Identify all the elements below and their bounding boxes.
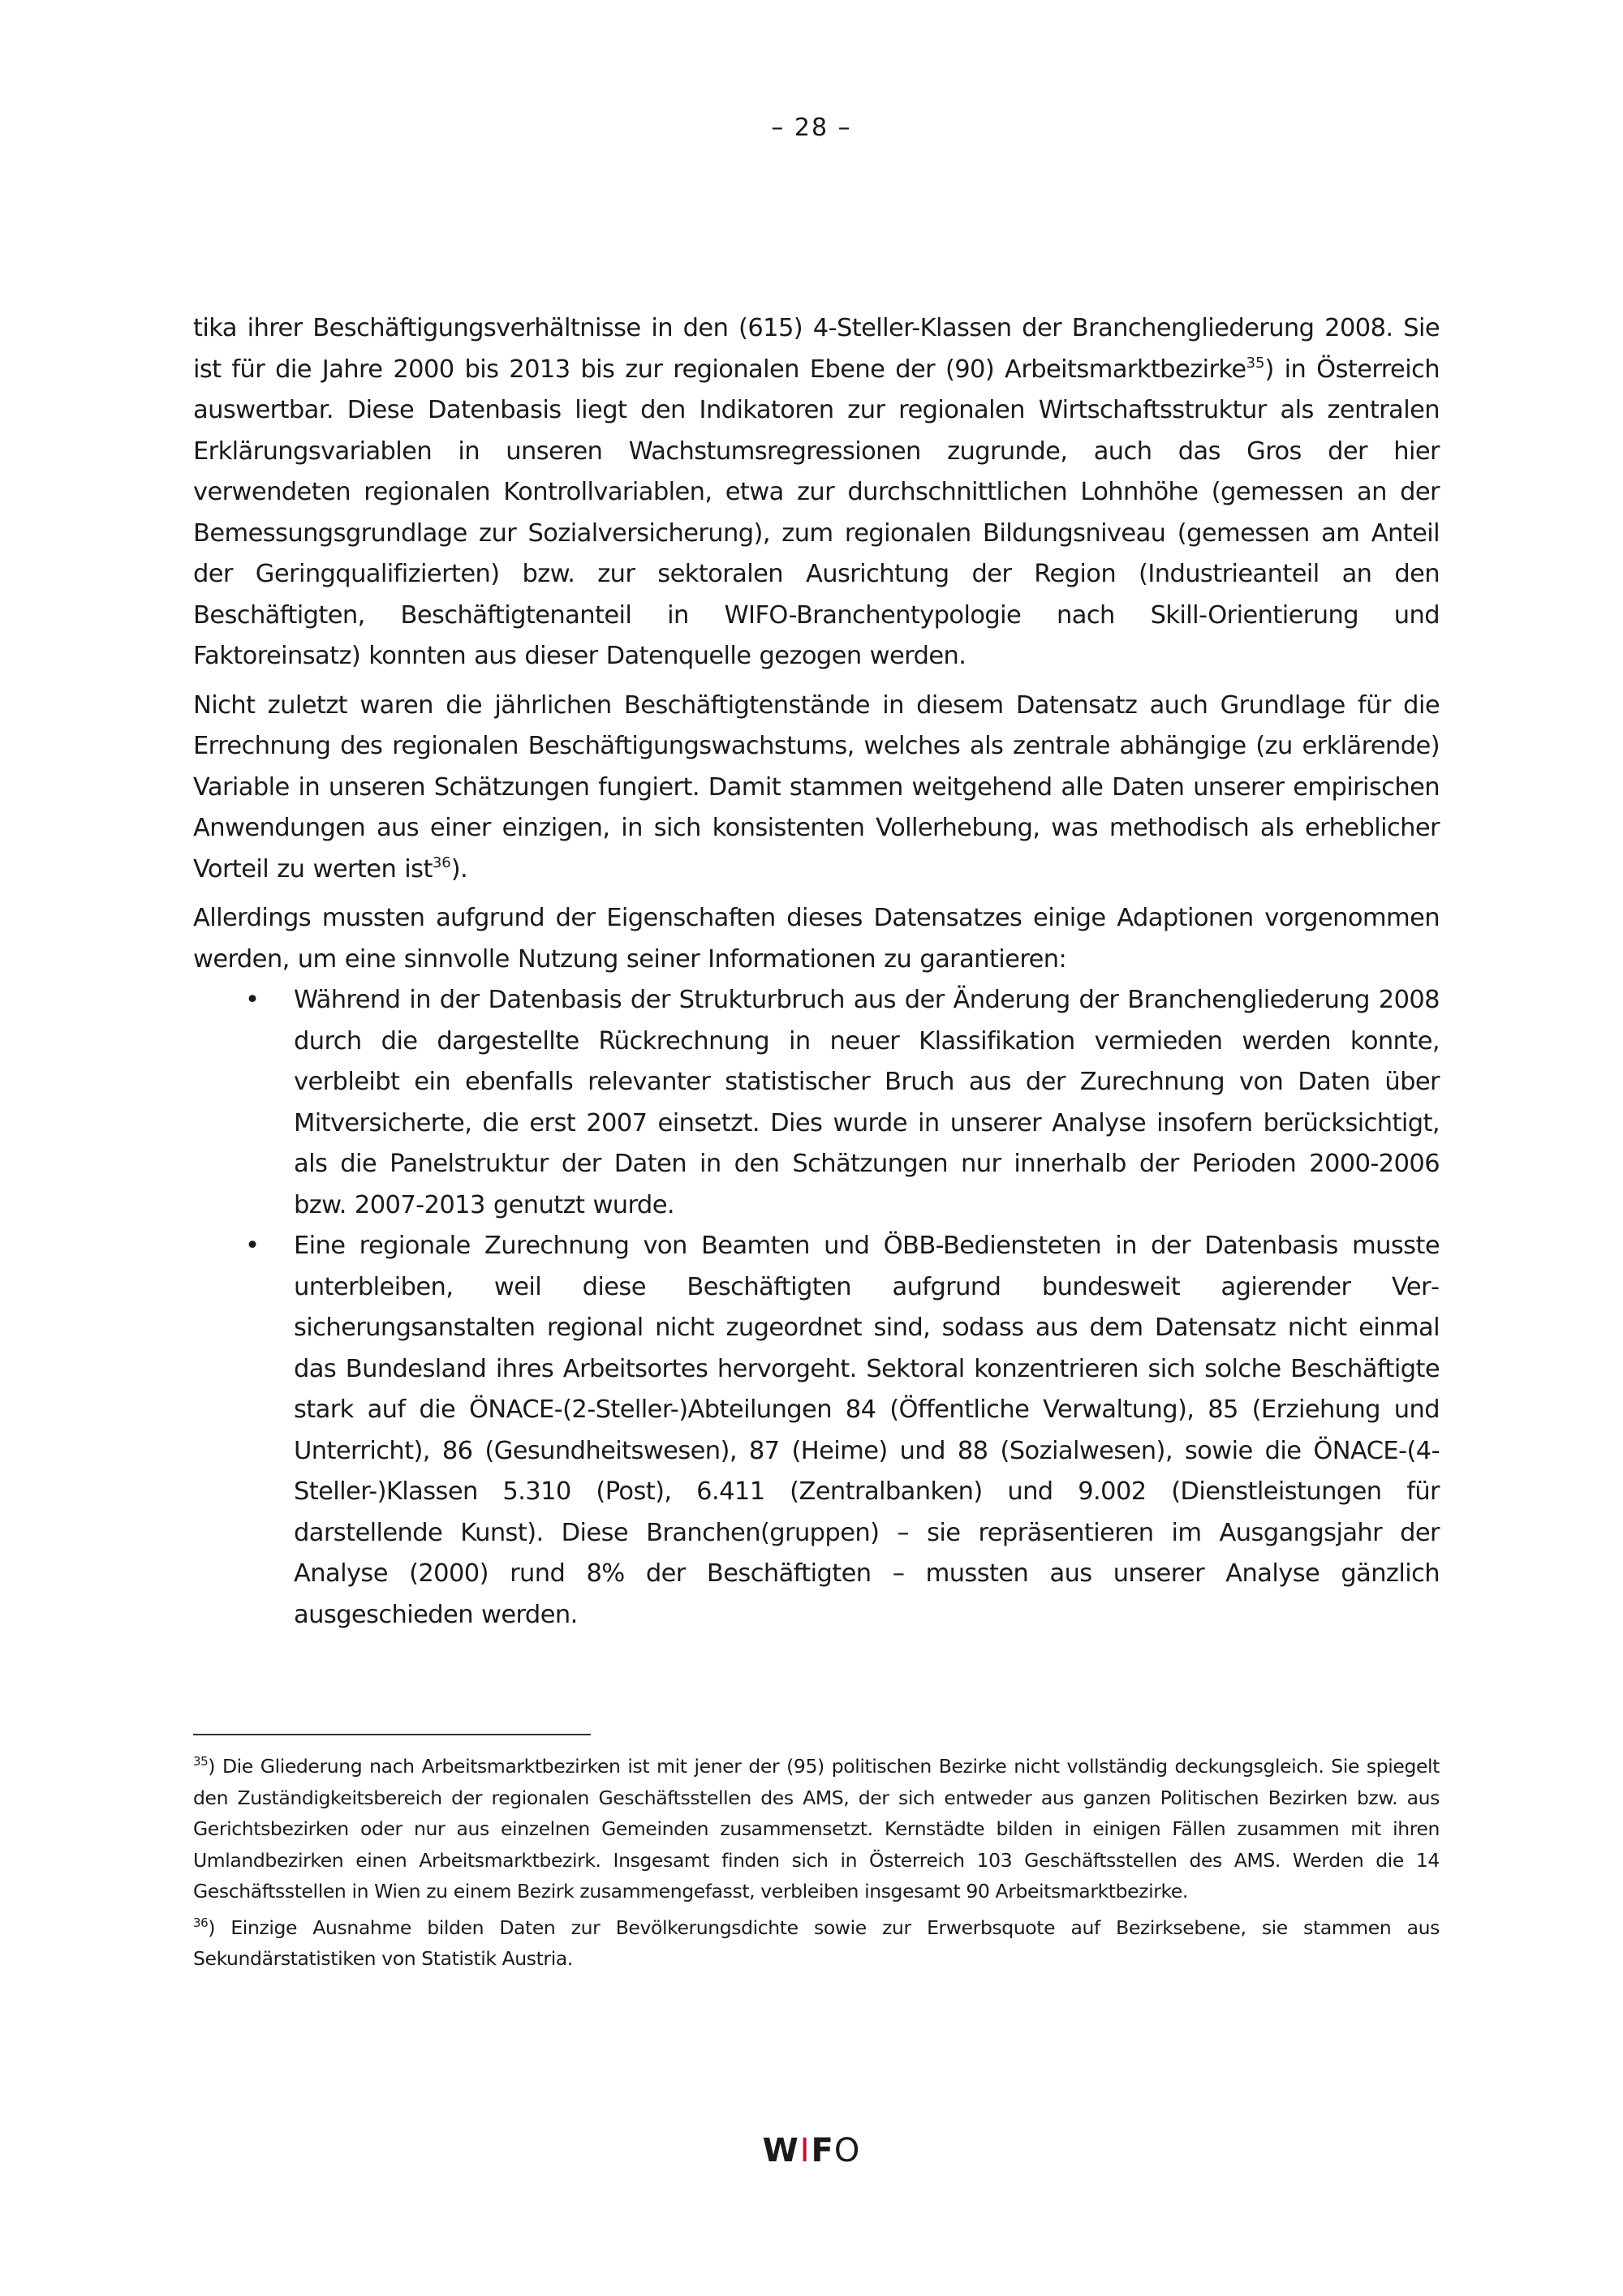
footnote-text: ) Einzige Ausnahme bilden Daten zur Bevölkerungsdichte sowie zur Erwerbsquote auf Bezirksebene, sie stammen aus Sekundärstatistiken von Statistik Austria. [193,1915,1440,1970]
bullet-list [193,980,1440,1636]
footnote-36 [193,1912,1440,1975]
logo-letter-f: F [811,2132,834,2169]
bullet-item [193,980,1440,1226]
bullet-item [193,1226,1440,1636]
bullet-icon: • [245,986,260,1014]
paragraph-1-text-b: ) in Österreich auswertbar. Diese Datenbasis liegt den Indikatoren zur regionalen Wirtschaftsstruktur als zentralen Erklärungsvariablen in unseren Wachstumsregressionen zugrunde, auch das Gros der hier verwendeten regionalen Kontrollvariablen, etwa zur durchschnittlichen Lohnhöhe (gemessen an der Bemessungsgrundlage zur Sozialversicherung), zum regionalen Bildungsniveau (gemessen am Anteil der Geringqualifizierten) bzw. zur sektoralen Ausrichtung der Region (Industrieanteil an den Beschäftigten, Beschäftigtenanteil in WIFO-Branchentypologie nach Skill-Orientierung und Faktoreinsatz) konnten aus dieser Datenquelle gezogen werden. [193,355,1440,670]
logo-letter-o: O [833,2132,861,2169]
logo-letter-w: W [762,2132,799,2169]
footnote-mark: 36 [193,1915,209,1930]
footnote-ref-35[interactable]: 35 [1246,354,1265,372]
footnote-mark: 35 [193,1754,209,1769]
paragraph-1 [193,308,1440,677]
main-text [193,308,1440,1636]
footnote-35 [193,1751,1440,1907]
paragraph-1-text-a: tika ihrer Beschäftigungsverhältnisse in den (615) 4-Steller-Klassen der Branchengliederung 2008. Sie ist für die Jahre 2000 bis 2013 bis zur regionalen Ebene der (90) Arbeitsmarktbezirke [193,314,1440,384]
footnote-divider [193,1734,591,1735]
paragraph-2 [193,686,1440,891]
page-number: – 28 – [771,114,852,142]
logo-bar: I [799,2132,811,2169]
paragraph-3: Allerdings mussten aufgrund der Eigenschaften dieses Datensatzes einige Adaptionen vorgenommen werden, um eine sinnvolle Nutzung seiner Informationen zu garantieren: [193,904,1440,974]
footnote-ref-36[interactable]: 36 [432,853,451,871]
paragraph-2-text-a: Nicht zuletzt waren die jährlichen Beschäftigtenstände in diesem Datensatz auch Grundlage für die Errechnung des regionalen Beschäftigungswachstums, welches als zentrale abhängige (zu erklärende) Variable in unseren Schätzungen fungiert. Damit stammen weitgehend alle Daten unserer empirischen Anwendungen aus einer einzigen, in sich konsistenten Vollerhebung, was methodisch als erheblicher Vorteil zu werten ist [193,690,1440,884]
bullet-icon: • [245,1232,260,1260]
bullet-item-text: Während in der Datenbasis der Strukturbruch aus der Änderung der Branchengliederung 2008 durch die dargestellte Rückrechnung in neuer Klassifikation vermieden werden konnte, verbleibt ein ebenfalls relevanter statistischer Bruch aus der Zurechnung von Daten über Mitversicherte, die erst 2007 einsetzt. Dies wurde in unserer Analyse insofern berücksichtigt, als die Panelstruktur der Daten in den Schätzungen nur innerhalb der Perioden 2000-2006 bzw. 2007-2013 genutzt wurde. [294,986,1440,1219]
footnote-text: ) Die Gliederung nach Arbeitsmarktbezirken ist mit jener der (95) politischen Bezirke nicht vollständig deckungsgleich. Sie spiegelt den Zuständigkeitsbereich der regionalen Geschäftsstellen des AMS, der sich entweder aus ganzen Politischen Bezirken bzw. aus Gerichtsbezirken oder nur aus einzelnen Gemeinden zusammensetzt. Kernstädte bilden in einigen Fällen zusammen mit ihren Umlandbezirken einen Arbeitsmarktbezirk. Insgesamt finden sich in Österreich 103 Geschäftsstellen des AMS. Werden die 14 Geschäftsstellen in Wien zu einem Bezirk zusammengefasst, verbleiben insgesamt 90 Arbeitsmarktbezirke. [193,1755,1440,1903]
wifo-logo [0,2132,1623,2169]
bullet-item-text: Eine regionale Zurechnung von Beamten und ÖBB-Bediensteten in der Datenbasis musste unterbleiben, weil diese Beschäftigten aufgrund bundesweit agierender Versicherungsanstalten regional nicht zugeordnet sind, sodass aus dem Datensatz nicht einmal das Bundesland ihres Arbeitsortes hervorgeht. Sektoral konzentrieren sich solche Beschäftigte stark auf die ÖNACE-(2-Steller-)Abteilungen 84 (Öffentliche Verwaltung), 85 (Erziehung und Unterricht), 86 (Gesundheitswesen), 87 (Heime) und 88 (Sozialwesen), sowie die ÖNACE-(4-Steller-)Klassen 5.310 (Post), 6.411 (Zentralbanken) und 9.002 (Dienstleistungen für darstellende Kunst). Diese Branchen(gruppen) – sie repräsentieren im Ausgangsjahr der Analyse (2000) rund 8% der Beschäftigten – mussten aus unserer Analyse gänzlich ausgeschieden werden. [294,1232,1440,1629]
footnotes [193,1751,1440,1980]
paragraph-2-text-b: ). [450,854,468,884]
